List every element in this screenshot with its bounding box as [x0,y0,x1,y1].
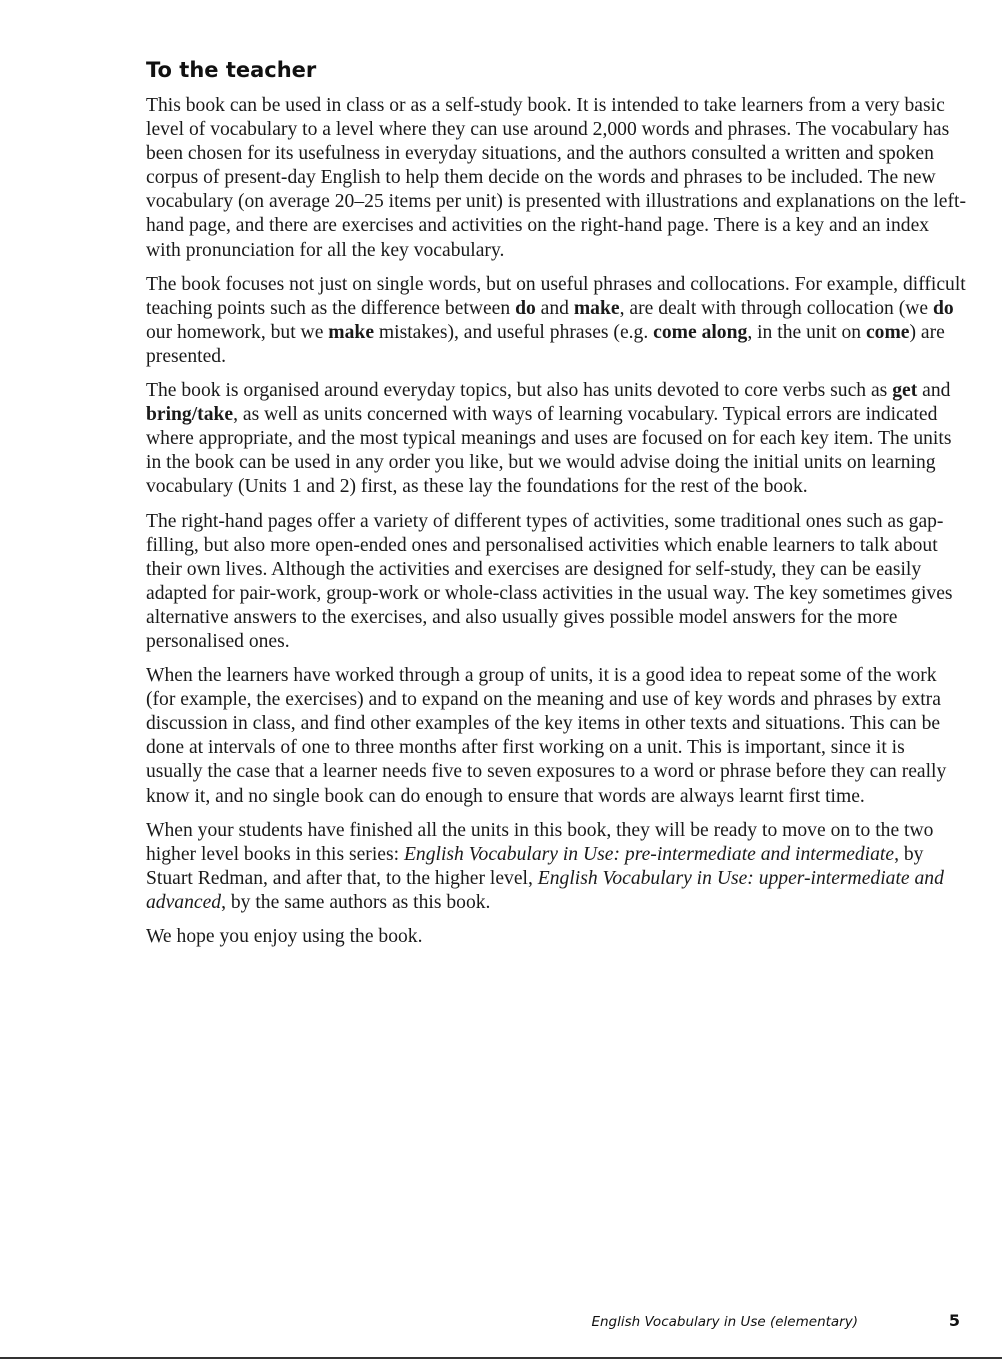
text-run: , by the same authors as this book. [221,891,491,913]
page-heading: To the teacher [146,58,317,82]
text-run: , as well as units concerned with ways of learning vocabulary. Typical errors are indicated where appropriate, and the most typical meanings and uses are focused on for each key item. The units in the book can be used in any order you like, but we would advise doing the initial units on learning vocabulary (Units 1 and 2) first, as these lay the foundations for the rest of the book. [146,404,952,498]
text-run: mistakes), and useful phrases (e.g. [374,321,654,343]
paragraph-collocations [146,273,966,369]
book-title-upper-intermediate: English Vocabulary in Use: upper-intermediate and advanced [146,867,944,913]
paragraph-series [146,819,966,915]
page-number: 5 [948,1311,960,1330]
paragraph-organisation [146,379,966,499]
keyword-come: come [865,321,910,343]
paragraph-activities: The right-hand pages offer a variety of different types of activities, some traditional ones such as gap-filling, but also more open-ended ones and personalised activities which enable learners to talk about their own lives. Although the activities and exercises are designed for self-study, they can be easily adapted for pair-work, group-work or whole-class activities in the usual way. The key sometimes gives alternative answers to the exercises, and also usually gives possible model answers for the more personalised ones. [146,510,953,652]
paragraph-intro: This book can be used in class or as a self-study book. It is intended to take learners from a very basic level of vocabulary to a level where they can use around 2,000 words and phrases. The vocabulary has been chosen for its usefulness in everyday situations, and the authors consulted a written and spoken corpus of present-day English to help them decide on the words and phrases to be included. The new vocabulary (on average 20–25 items per unit) is presented with illustrations and explanations on the left-hand page, and there are exercises and activities on the right-hand page. There is a key and an index with pronunciation for all the key vocabulary. [146,95,966,261]
text-run: and [917,380,951,402]
text-run: our homework, but we [146,321,329,343]
text-run: , by Stuart Redman, and after that, to the higher level, [146,843,924,889]
keyword-come-along: come along [653,321,748,343]
text-run: The book focuses not just on single words, but on useful phrases and collocations. For example, difficult teaching points such as the difference between [146,273,966,319]
body-text [146,94,966,959]
keyword-do: do [515,297,536,319]
keyword-make: make [573,297,620,319]
keyword-bring-take: bring/take [146,404,234,426]
keyword-do: do [932,297,954,319]
text-run: , in the unit on [747,321,866,343]
paragraph-closing: We hope you enjoy using the book. [146,926,423,947]
footer-book-title: English Vocabulary in Use (elementary) [591,1314,858,1330]
book-title-pre-intermediate: English Vocabulary in Use: pre-intermediate and intermediate [403,843,895,865]
text-run: , are dealt with through collocation (we [619,297,933,319]
text-run: The book is organised around everyday topics, but also has units devoted to core verbs such as [146,380,893,402]
paragraph-revision: When the learners have worked through a group of units, it is a good idea to repeat some of the work (for example, the exercises) and to expand on the meaning and use of key words and phrases by extra discussion in class, and find other examples of the key items in other texts and situations. This can be done at intervals of one to three months after first working on a unit. This is important, since it is usually the case that a learner needs five to seven exposures to a word or phrase before they can really know it, and no single book can do enough to ensure that words are always learnt first time. [146,665,947,807]
bottom-rule [0,1357,1002,1359]
keyword-get: get [892,380,918,402]
text-run: and [535,297,574,319]
text-run: ) are presented. [146,321,945,367]
text-run: When your students have finished all the units in this book, they will be ready to move on to the two higher level books in this series: [146,819,934,865]
keyword-make: make [328,321,375,343]
